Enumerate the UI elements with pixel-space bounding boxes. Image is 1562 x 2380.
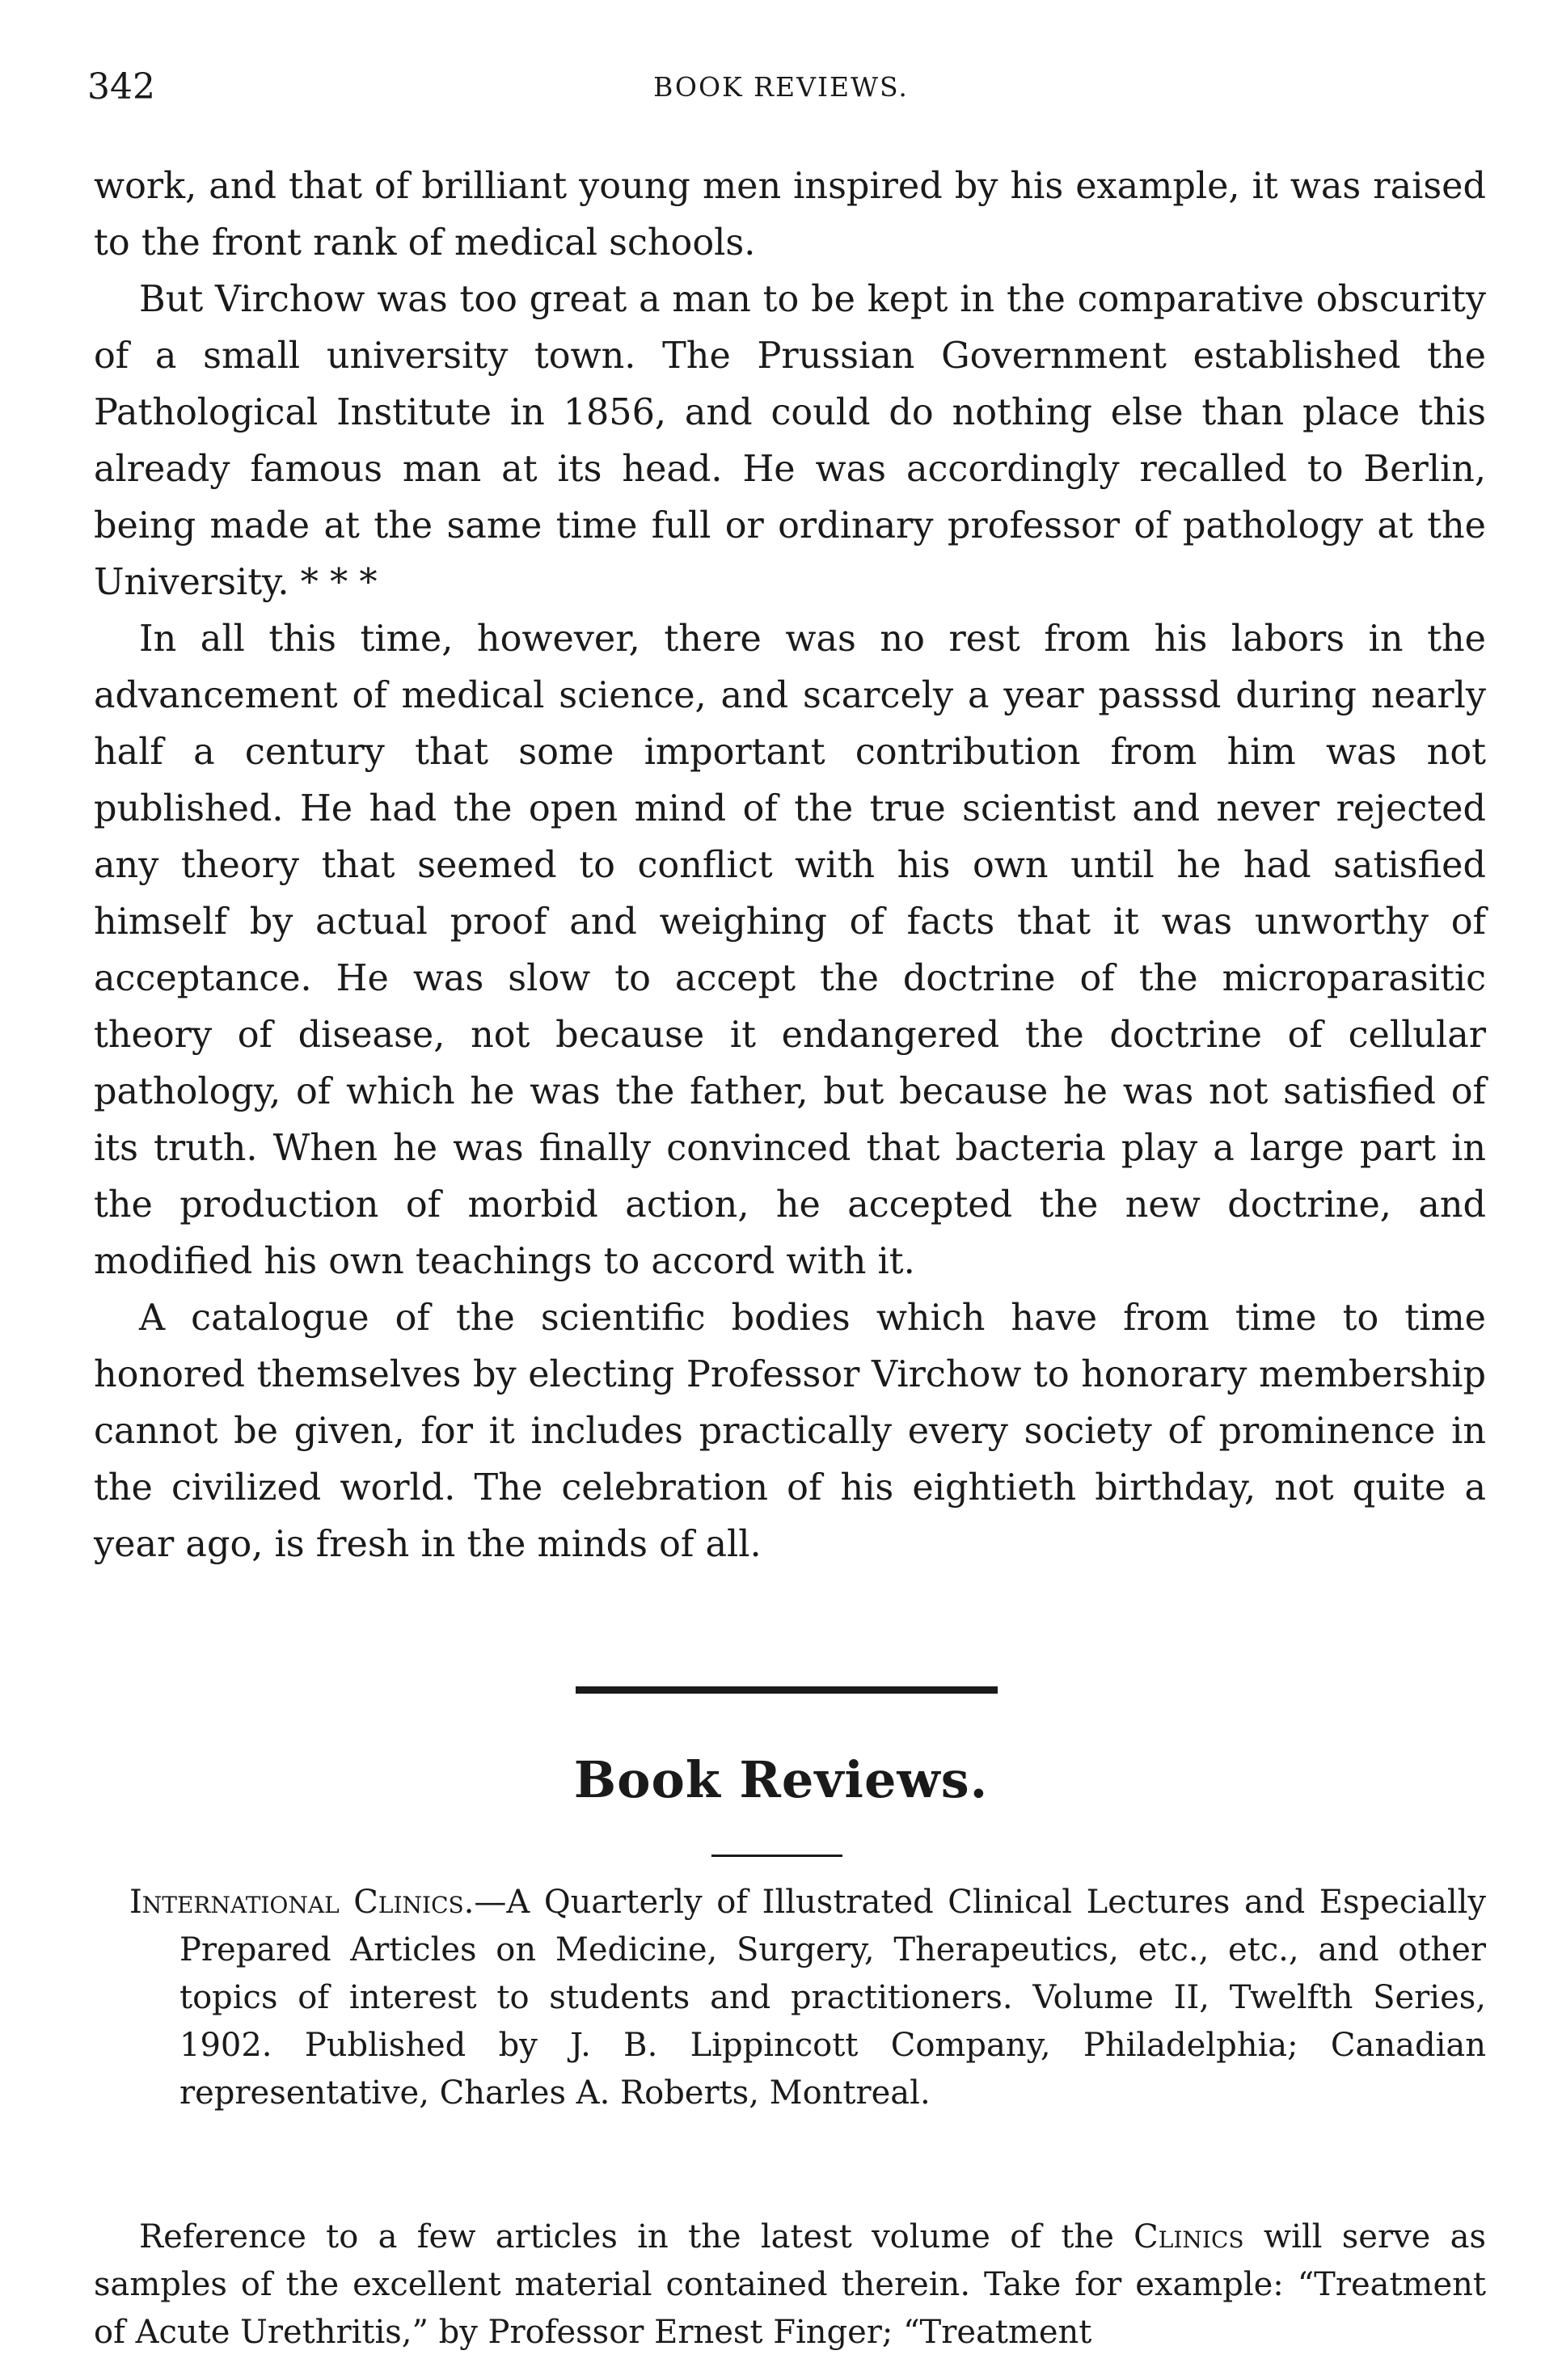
article-paragraph-3: In all this time, however, there was no rest from his labors in the advancement of medical science, and scarcely a year passsd during nearly half a century that some important contribution from him was not published. He had the open mind of the true scientist and never rejected any theory that seemed to conflict with his own until he had satisfied himself by actual proof and weighing of facts that it was unworthy of acceptance. He was slow to accept the doctrine of the microparasitic theory of disease, not because it endangered the doctrine of cellular pathology, of which he was the father, but because he was not satisfied of its truth. When he was finally convinced that bacteria play a large part in the production of morbid action, he accepted the new doctrine, and modified his own teachings to accord with it. [94,618,1486,1282]
article-paragraph-2: But Virchow was too great a man to be kept in the comparative obscurity of a small university town. The Prussian Government established the Pathological Institute in 1856, and could do nothing else than place this already famous man at its head. He was accordingly recalled to Berlin, being made at the same time full or ordinary professor of pathology at the University. * * * [94,279,1486,603]
page-number: 342 [87,66,155,108]
review-body [94,2213,1486,2357]
review-citation: —A Quarterly of Illustrated Clinical Lectures and Especially Prepared Articles on Medicine, Surgery, Therapeutics, etc., etc., and other topics of interest to students and practitioners. Volume II, Twelfth Series, 1902. Published by J. B. Lippincott Company, Philadelphia; Canadian representative, Charles A. Roberts, Montreal. [179,1884,1486,2112]
review-citation-block [129,1879,1486,2117]
section-divider-rule [576,1686,998,1694]
heading-underline-rule [711,1855,842,1857]
article-paragraph-1: work, and that of brilliant young men inspired by his example, it was raised to the front rank of medical schools. [94,166,1486,264]
review-entry [129,1879,1486,2117]
review-body-end: will serve as samples of the excellent material contained therein. Take for example: “Treatment of Acute Urethritis,” by Professor Ernest Finger; “Treatment [94,2218,1486,2351]
running-title: BOOK REVIEWS. [653,71,909,103]
article-text [94,158,1486,1573]
running-head [87,66,1475,115]
review-body-start: Reference to a few articles in the latest volume of the [139,2218,1134,2256]
section-heading: Book Reviews. [573,1750,989,1809]
article-paragraph-4: A catalogue of the scientific bodies which have from time to time honored themselves by electing Professor Virchow to honorary membership cannot be given, for it includes practically every society of prominence in the civilized world. The celebration of his eightieth birthday, not quite a year ago, is fresh in the minds of all. [94,1298,1486,1565]
review-body-journal: Clinics [1134,2218,1244,2256]
review-title: International Clinics. [129,1884,475,1921]
